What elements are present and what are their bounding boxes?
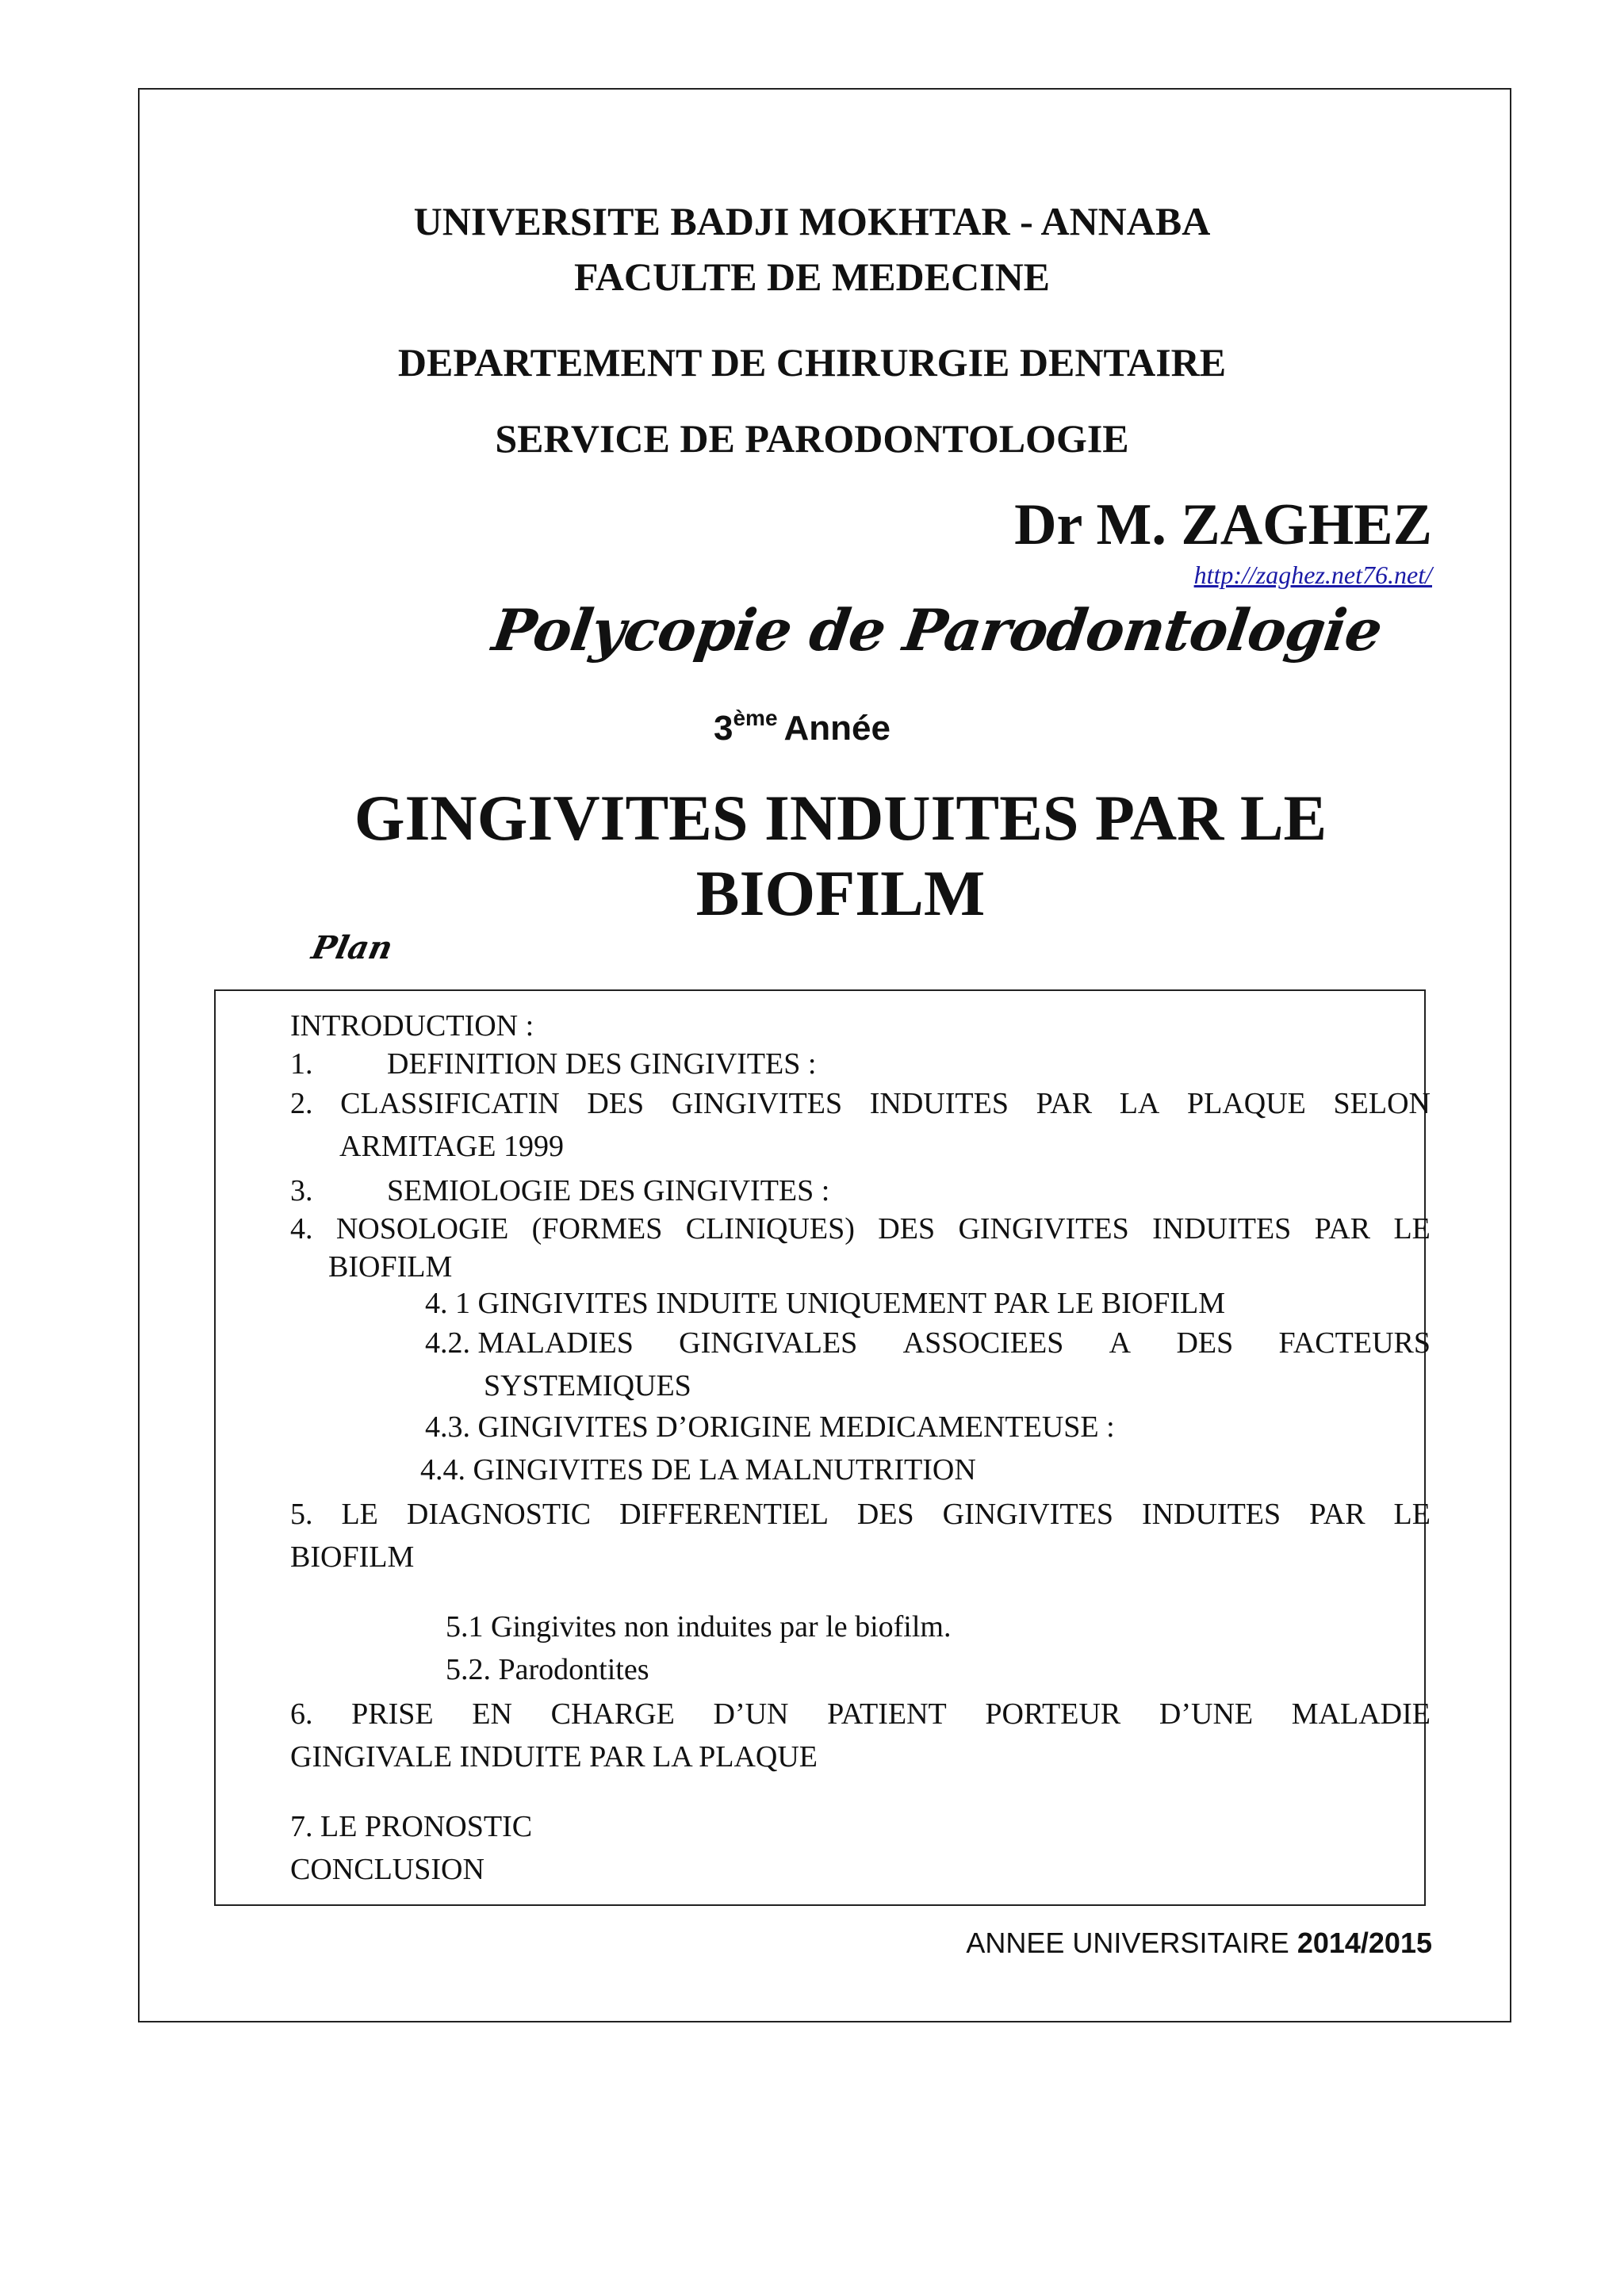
- toc-word: INDUITES: [1152, 1212, 1292, 1246]
- academic-year-label: ANNEE UNIVERSITAIRE: [966, 1927, 1289, 1959]
- toc-item-5: [290, 1497, 1431, 1532]
- toc-item-7: 7. LE PRONOSTIC: [290, 1810, 533, 1843]
- plan-label: Plan: [308, 929, 396, 966]
- toc-text: DEFINITION DES GINGIVITES :: [387, 1047, 817, 1081]
- toc-word: NOSOLOGIE: [335, 1212, 509, 1246]
- toc-word: LE: [1393, 1212, 1431, 1246]
- toc-word: CHARGE: [550, 1697, 675, 1731]
- document-title-line2: BIOFILM: [695, 857, 986, 929]
- toc-number: 1.: [290, 1047, 313, 1081]
- toc-word: INDUITES: [1141, 1498, 1281, 1531]
- toc-word: SELON: [1333, 1087, 1431, 1120]
- toc-word: MALADIE: [1291, 1697, 1431, 1731]
- year-label: [714, 706, 891, 748]
- toc-word: 5.: [290, 1498, 313, 1531]
- toc-word: PAR: [1309, 1498, 1365, 1531]
- toc-word: PRISE: [351, 1697, 434, 1731]
- toc-word: 4.2. MALADIES: [425, 1326, 634, 1360]
- toc-intro: INTRODUCTION :: [290, 1009, 534, 1043]
- toc-word: DES: [1176, 1326, 1234, 1360]
- faculty-heading: FACULTE DE MEDECINE: [573, 254, 1051, 299]
- toc-word: 6.: [290, 1697, 313, 1731]
- toc-item-5-2: 5.2. Parodontites: [446, 1653, 649, 1686]
- toc-item-2-cont: ARMITAGE 1999: [339, 1130, 564, 1163]
- toc-word: INDUITES: [869, 1087, 1009, 1120]
- author-name: Dr M. ZAGHEZ: [1014, 492, 1432, 557]
- toc-word: D’UN: [713, 1697, 789, 1731]
- toc-word: PLAQUE: [1186, 1087, 1306, 1120]
- toc-text: SEMIOLOGIE DES GINGIVITES :: [387, 1174, 830, 1207]
- toc-item-5-cont: BIOFILM: [290, 1540, 415, 1574]
- toc-word: PAR: [1314, 1212, 1371, 1246]
- author-url-link[interactable]: http://zaghez.net76.net/: [1193, 561, 1432, 589]
- toc-word: (FORMES: [531, 1212, 663, 1246]
- toc-word: DES: [587, 1087, 645, 1120]
- toc-word: GINGIVALES: [679, 1326, 858, 1360]
- toc-item-2: [290, 1086, 1431, 1121]
- script-title: Polycopie de Parodontologie: [488, 596, 1386, 664]
- toc-item-4-3: 4.3. GINGIVITES D’ORIGINE MEDICAMENTEUSE :: [425, 1410, 1115, 1444]
- toc-word: CLASSIFICATIN: [340, 1087, 560, 1120]
- toc-number: 3.: [290, 1174, 313, 1207]
- document-title-line1: GINGIVITES INDUITES PAR LE: [354, 782, 1327, 854]
- toc-word: LE: [341, 1498, 378, 1531]
- toc-item-6-cont: GINGIVALE INDUITE PAR LA PLAQUE: [290, 1740, 818, 1774]
- toc-word: 2.: [290, 1087, 313, 1120]
- toc-item-4-1: 4. 1 GINGIVITES INDUITE UNIQUEMENT PAR LE BIOFILM: [425, 1287, 1226, 1320]
- toc-word: GINGIVITES: [671, 1087, 843, 1120]
- toc-item-4-cont: BIOFILM: [328, 1250, 453, 1284]
- toc-word: DIFFERENTIEL: [619, 1498, 829, 1531]
- toc-word: DES: [856, 1498, 914, 1531]
- toc-item-5-1: 5.1 Gingivites non induites par le biofilm.: [446, 1610, 952, 1644]
- toc-word: EN: [472, 1697, 512, 1731]
- toc-item-4-2: [425, 1326, 1431, 1360]
- toc-word: 4.: [290, 1212, 313, 1246]
- toc-item-4-2-cont: SYSTEMIQUES: [484, 1369, 691, 1402]
- department-heading: DEPARTEMENT DE CHIRURGIE DENTAIRE: [397, 340, 1227, 385]
- toc-word: GINGIVITES: [942, 1498, 1113, 1531]
- toc-item-4: [290, 1211, 1431, 1246]
- toc-word: GINGIVITES: [958, 1212, 1129, 1246]
- toc-item-6: [290, 1697, 1431, 1732]
- toc-word: PORTEUR: [985, 1697, 1121, 1731]
- toc-word: ASSOCIEES: [902, 1326, 1064, 1360]
- toc-item-1: [290, 1047, 817, 1081]
- year-text: Année: [783, 709, 891, 748]
- toc-word: LA: [1119, 1087, 1160, 1120]
- toc-word: FACTEURS: [1278, 1326, 1431, 1360]
- year-number: 3: [714, 709, 733, 748]
- toc-word: A: [1109, 1326, 1132, 1360]
- year-suffix: ème: [733, 706, 778, 730]
- toc-word: D’UNE: [1159, 1697, 1254, 1731]
- toc-word: PAR: [1036, 1087, 1093, 1120]
- toc-word: CLINIQUES): [685, 1212, 855, 1246]
- toc-word: DIAGNOSTIC: [406, 1498, 592, 1531]
- university-heading: UNIVERSITE BADJI MOKHTAR - ANNABA: [413, 199, 1211, 243]
- toc-word: PATIENT: [827, 1697, 947, 1731]
- service-heading: SERVICE DE PARODONTOLOGIE: [495, 416, 1129, 461]
- toc-word: DES: [878, 1212, 936, 1246]
- toc-item-3: [290, 1173, 830, 1208]
- academic-year: [966, 1927, 1432, 1960]
- academic-year-value: 2014/2015: [1297, 1927, 1432, 1959]
- toc-conclusion: CONCLUSION: [290, 1853, 485, 1886]
- toc-item-4-4: 4.4. GINGIVITES DE LA MALNUTRITION: [420, 1453, 976, 1487]
- toc-word: LE: [1393, 1498, 1431, 1531]
